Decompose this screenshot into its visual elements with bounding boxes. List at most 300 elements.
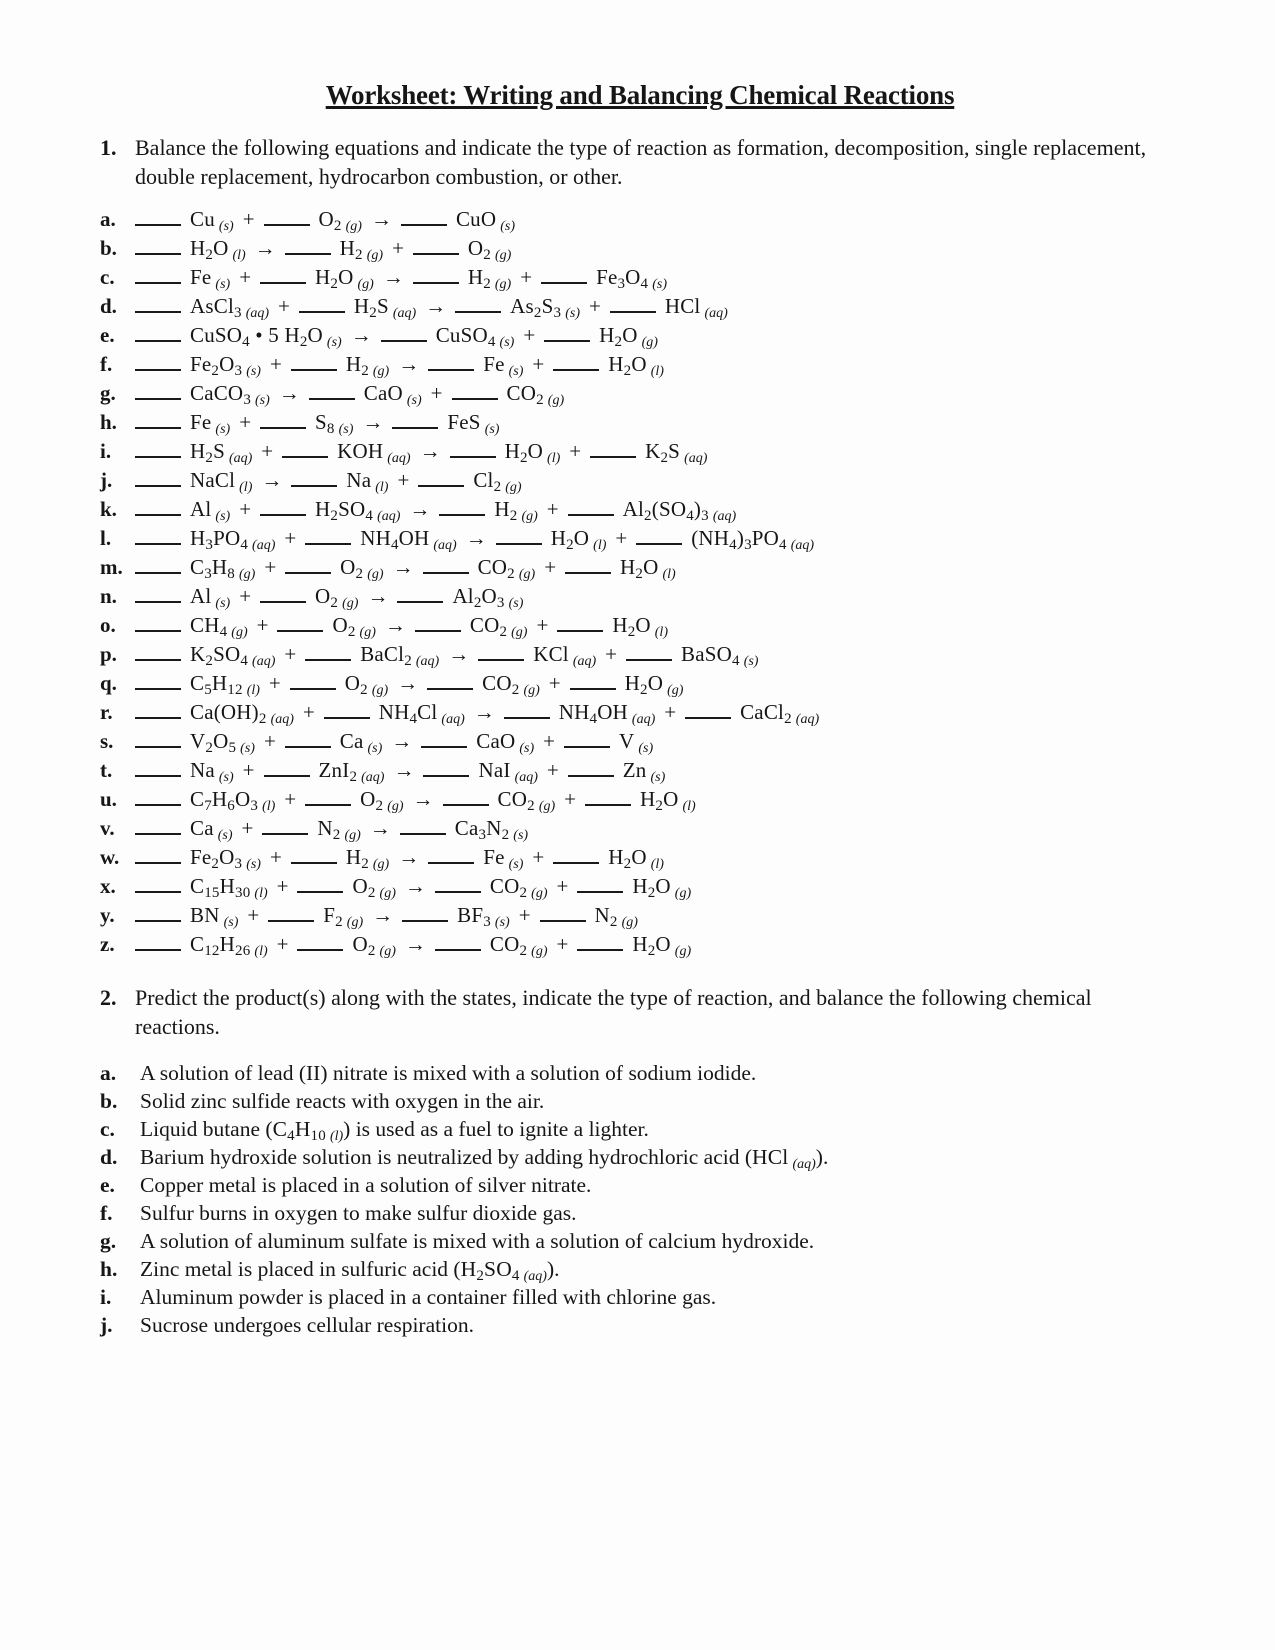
plus-operator: +	[284, 642, 297, 667]
equation-item-y	[100, 901, 1180, 930]
coefficient-blank	[135, 627, 181, 632]
state-label: (g)	[547, 393, 565, 409]
coefficient-blank	[568, 511, 614, 516]
item-label: i.	[100, 439, 112, 464]
coefficient-blank	[478, 656, 524, 661]
state-label: (aq)	[792, 1157, 816, 1173]
item-text: Barium hydroxide solution is neutralized by adding hydrochloric acid (	[140, 1145, 753, 1170]
state-label: (g)	[346, 915, 364, 931]
coefficient-blank	[135, 337, 181, 342]
chemical-formula: Fe	[483, 352, 505, 377]
equation-item-i	[100, 437, 1180, 466]
equation-item-q	[100, 669, 1180, 698]
section1-prompt-text: Balance the following equations and indicate the type of reaction as formation, decomposition, single replacement, double replacement, hydrocarbon combustion, or other.	[135, 135, 1147, 190]
item-label: a.	[100, 207, 116, 232]
reaction-arrow: →	[409, 497, 431, 522]
coefficient-blank	[577, 946, 623, 951]
chemical-formula: $H_2O$	[608, 845, 647, 873]
chemical-formula: $H_2O$	[624, 671, 664, 699]
coefficient-blank	[324, 714, 370, 719]
chemical-formula: $O_2$	[332, 613, 356, 641]
coefficient-blank	[443, 801, 489, 806]
plus-operator: +	[605, 642, 617, 667]
coefficient-blank	[381, 337, 427, 342]
plus-operator: +	[544, 555, 557, 580]
coefficient-blank	[299, 308, 345, 313]
coefficient-blank	[260, 424, 306, 429]
chemical-formula: Na	[190, 758, 215, 783]
coefficient-blank	[135, 279, 181, 284]
coefficient-blank	[544, 337, 590, 342]
equation-item-n	[100, 582, 1180, 611]
state-label: (g)	[667, 683, 684, 699]
chemical-formula: KOH	[337, 439, 384, 464]
state-label: (s)	[223, 915, 239, 931]
state-label: (s)	[484, 422, 500, 438]
state-label: (aq)	[377, 509, 401, 525]
chemical-formula: Fe	[483, 845, 505, 870]
item-label: k.	[100, 497, 117, 522]
state-label: (s)	[246, 857, 261, 873]
reaction-arrow: →	[362, 410, 384, 435]
plus-operator: +	[430, 381, 443, 406]
coefficient-blank	[577, 888, 623, 893]
item-label: z.	[100, 932, 115, 957]
state-label: (s)	[565, 306, 580, 322]
plus-operator: +	[269, 845, 282, 870]
coefficient-blank	[260, 598, 306, 603]
item-label: f.	[100, 352, 113, 377]
equation-item-s	[100, 727, 1180, 756]
plus-operator: +	[569, 439, 582, 464]
item-label: j.	[100, 1313, 113, 1338]
section1-prompt	[100, 133, 1180, 191]
chemical-formula: $NH_4OH$	[360, 526, 430, 554]
state-label: (aq)	[392, 306, 417, 322]
chemical-formula: Fe	[190, 265, 212, 290]
plus-operator: +	[548, 671, 561, 696]
reaction-arrow: →	[398, 352, 420, 377]
chemical-formula: $O_2$	[352, 932, 376, 960]
chemical-formula: $K_2SO_4$	[190, 642, 249, 670]
coefficient-blank	[291, 859, 337, 864]
coefficient-blank	[564, 743, 610, 748]
state-label: (s)	[240, 741, 255, 757]
state-label: (aq)	[712, 509, 737, 525]
chemical-formula: BN	[190, 903, 220, 928]
chemical-formula: Cu	[190, 207, 215, 232]
plus-operator: +	[284, 526, 297, 551]
coefficient-blank	[413, 250, 459, 255]
coefficient-blank	[685, 714, 731, 719]
plus-operator: +	[247, 903, 260, 928]
coefficient-blank	[135, 801, 181, 806]
equation-item-u	[100, 785, 1180, 814]
chemical-formula: $Al_2O_3$	[452, 584, 505, 612]
coefficient-blank	[135, 714, 181, 719]
plus-operator: +	[284, 787, 297, 812]
item-label: u.	[100, 787, 117, 812]
chemical-formula: $CO_2$	[482, 671, 520, 699]
reaction-arrow: →	[392, 555, 414, 580]
predict-item-c	[100, 1115, 1180, 1143]
state-label: (l)	[254, 886, 268, 902]
equation-item-h	[100, 408, 1180, 437]
item-text: Zinc metal is placed in sulfuric acid (	[140, 1257, 461, 1282]
state-label: (aq)	[252, 654, 276, 670]
plus-operator: +	[546, 497, 559, 522]
coefficient-blank	[415, 627, 461, 632]
plus-operator: +	[546, 758, 559, 783]
section2-number: 2.	[100, 985, 117, 1011]
coefficient-blank	[610, 308, 656, 313]
chemical-formula: $NH_4OH$	[558, 700, 628, 728]
coefficient-blank	[262, 830, 308, 835]
chemical-formula: $O_2$	[344, 671, 368, 699]
item-text: ).	[815, 1145, 829, 1170]
coefficient-blank	[285, 569, 331, 574]
state-label: (s)	[255, 393, 270, 409]
reaction-arrow: →	[412, 787, 434, 812]
chemical-formula: Al	[190, 584, 212, 609]
chemical-formula: $Cl_2$	[473, 468, 502, 496]
coefficient-blank	[626, 656, 672, 661]
plus-operator: +	[532, 352, 545, 377]
coefficient-blank	[568, 772, 614, 777]
page-title: Worksheet: Writing and Balancing Chemical Reactions	[325, 80, 955, 110]
item-text: A solution of lead (II) nitrate is mixed with a solution of sodium iodide.	[140, 1061, 757, 1086]
plus-operator: +	[242, 758, 255, 783]
chemical-formula: NaCl	[190, 468, 236, 493]
item-text: Sucrose undergoes cellular respiration.	[140, 1313, 474, 1338]
chemical-formula: $Fe_2O_3$	[190, 352, 243, 380]
chemical-formula: $H_2O$	[550, 526, 590, 554]
chemical-formula: $C_{12}H_{26}$	[190, 932, 251, 960]
coefficient-blank	[401, 221, 447, 226]
chemical-formula: CaCl$_2$	[740, 700, 792, 728]
chemical-formula: BaCl$_2$	[360, 642, 412, 670]
item-label: j.	[100, 468, 113, 493]
chemical-formula: ZnI$_2$	[318, 758, 358, 786]
chemical-formula: $C_5H_{12}$	[190, 671, 243, 699]
chemical-formula: Na	[346, 468, 372, 493]
chemical-formula: $Al_2(SO_4)_3$	[622, 497, 709, 525]
plus-operator: +	[276, 874, 289, 899]
coefficient-blank	[260, 279, 306, 284]
chemical-formula: $C_{15}H_{30}$	[190, 874, 251, 902]
coefficient-blank	[135, 888, 181, 893]
item-label: a.	[100, 1061, 117, 1086]
coefficient-blank	[135, 482, 181, 487]
state-label: (s)	[215, 596, 231, 612]
reaction-arrow: →	[261, 468, 283, 493]
coefficient-blank	[413, 279, 459, 284]
predict-item-e	[100, 1171, 1180, 1199]
coefficient-blank	[291, 482, 337, 487]
coefficient-blank	[496, 540, 542, 545]
chemical-formula: HCl	[752, 1145, 789, 1170]
state-label: (g)	[379, 944, 396, 960]
coefficient-blank	[636, 540, 682, 545]
chemical-formula: CuO	[455, 207, 497, 232]
item-label: x.	[100, 874, 116, 899]
item-label: t.	[100, 758, 113, 783]
state-label: (aq)	[684, 451, 708, 467]
state-label: (s)	[215, 509, 231, 525]
item-label: c.	[100, 1117, 115, 1142]
chemical-formula: $H_2$	[345, 352, 369, 380]
chemical-formula: $H_2O$	[620, 555, 659, 583]
plus-operator: +	[239, 265, 252, 290]
coefficient-blank	[504, 714, 550, 719]
plus-operator: +	[268, 671, 281, 696]
predict-item-d	[100, 1143, 1180, 1171]
coefficient-blank	[309, 395, 355, 400]
coefficient-blank	[565, 569, 611, 574]
chemical-formula: $N_2$	[317, 816, 341, 844]
state-label: (s)	[494, 915, 510, 931]
item-label: m.	[100, 555, 123, 580]
state-label: (aq)	[433, 538, 457, 554]
coefficient-blank	[590, 453, 636, 458]
state-label: (s)	[246, 364, 261, 380]
plus-operator: +	[556, 932, 569, 957]
equation-item-j	[100, 466, 1180, 495]
equation-item-k	[100, 495, 1180, 524]
coefficient-blank	[135, 946, 181, 951]
chemical-formula: $Ca(OH)_2$	[190, 700, 267, 728]
item-label: p.	[100, 642, 117, 667]
equation-item-b	[100, 234, 1180, 263]
state-label: (l)	[650, 364, 664, 380]
chemical-formula: $H_2O$	[504, 439, 544, 467]
chemical-formula: KCl	[533, 642, 569, 667]
state-label: (g)	[371, 683, 389, 699]
chemical-formula: $H_2O$	[632, 932, 671, 960]
item-label: y.	[100, 903, 115, 928]
state-label: (aq)	[361, 770, 385, 786]
reaction-arrow: →	[473, 700, 495, 725]
chemical-formula: FeS	[447, 410, 481, 435]
section2-prompt-text: Predict the product(s) along with the states, indicate the type of reaction, and balance the following chemical reactions.	[135, 985, 1092, 1040]
chemical-formula: $O_2$	[352, 874, 376, 902]
coefficient-blank	[135, 250, 181, 255]
coefficient-blank	[135, 598, 181, 603]
equation-item-a	[100, 205, 1180, 234]
plus-operator: +	[302, 700, 315, 725]
chemical-formula: CaCO$_3$	[190, 381, 252, 409]
equation-item-p	[100, 640, 1180, 669]
plus-operator: +	[264, 555, 277, 580]
state-label: (l)	[662, 567, 676, 583]
item-label: e.	[100, 1173, 115, 1198]
coefficient-blank	[135, 221, 181, 226]
item-label: g.	[100, 381, 116, 406]
chemical-formula: $H_2O$	[632, 874, 671, 902]
chemical-formula: Al	[190, 497, 212, 522]
state-label: (s)	[743, 654, 759, 670]
chemical-formula: $K_2S$	[645, 439, 681, 467]
plus-operator: +	[276, 932, 289, 957]
reaction-arrow: →	[278, 381, 300, 406]
chemical-formula: $H_2O$	[315, 265, 354, 293]
state-label: (l)	[262, 799, 276, 815]
coefficient-blank	[421, 743, 467, 748]
state-label: (aq)	[415, 654, 440, 670]
plus-operator: +	[543, 729, 556, 754]
item-label: h.	[100, 410, 117, 435]
chemical-formula: $(NH_4)_3PO_4$	[691, 526, 787, 554]
reaction-arrow: →	[448, 642, 470, 667]
plus-operator: +	[242, 207, 255, 232]
plus-operator: +	[556, 874, 569, 899]
coefficient-blank	[423, 772, 469, 777]
item-label: s.	[100, 729, 114, 754]
state-label: (s)	[650, 770, 666, 786]
chemical-formula: $NH_4Cl$	[378, 700, 438, 728]
coefficient-blank	[423, 569, 469, 574]
reaction-arrow: →	[425, 294, 447, 319]
plus-operator: +	[523, 323, 536, 348]
coefficient-blank	[135, 453, 181, 458]
plus-operator: +	[664, 700, 677, 725]
chemical-formula: $CO_2$	[506, 381, 544, 409]
state-label: (s)	[215, 422, 231, 438]
section2-prompt	[100, 983, 1180, 1041]
item-label: n.	[100, 584, 117, 609]
coefficient-blank	[135, 917, 181, 922]
chemical-formula: Fe	[190, 410, 212, 435]
chemical-formula: CaO	[476, 729, 516, 754]
chemical-formula: $CO_2$	[489, 932, 528, 960]
state-label: (l)	[246, 683, 260, 699]
state-label: (g)	[531, 886, 548, 902]
predict-item-g	[100, 1227, 1180, 1255]
equation-item-o	[100, 611, 1180, 640]
chemical-formula: Ca	[190, 816, 214, 841]
chemical-formula: $CO_2$	[469, 613, 508, 641]
plus-operator: +	[239, 410, 252, 435]
state-label: (s)	[519, 741, 535, 757]
state-label: (aq)	[704, 306, 728, 322]
state-label: (g)	[372, 857, 390, 873]
state-label: (s)	[215, 277, 231, 293]
state-label: (g)	[538, 799, 556, 815]
state-label: (s)	[500, 219, 516, 235]
plus-operator: +	[269, 352, 282, 377]
plus-operator: +	[261, 439, 274, 464]
chemical-formula: $H_2O$	[612, 613, 651, 641]
state-label: (l)	[239, 480, 253, 496]
chemical-formula: $H_2O$	[190, 236, 229, 264]
chemical-formula: $H_2O$	[640, 787, 679, 815]
chemical-formula: $H_2$	[345, 845, 369, 873]
item-text: ).	[546, 1257, 560, 1282]
state-label: (g)	[495, 248, 512, 264]
coefficient-blank	[290, 685, 336, 690]
state-label: (s)	[652, 277, 668, 293]
chemical-formula: NaI	[478, 758, 511, 783]
chemical-formula: $S_8$	[315, 410, 335, 438]
chemical-formula: HCl	[664, 294, 701, 319]
state-label: (g)	[505, 480, 522, 496]
equation-item-f	[100, 350, 1180, 379]
state-label: (g)	[518, 567, 536, 583]
coefficient-blank	[305, 801, 351, 806]
chemical-formula: $O_2$	[467, 236, 491, 264]
predict-item-i	[100, 1283, 1180, 1311]
coefficient-blank	[135, 569, 181, 574]
chemical-formula: $H_2$	[494, 497, 518, 525]
state-label: (l)	[682, 799, 696, 815]
equation-item-g	[100, 379, 1180, 408]
chemical-formula: $C_7H_6O_3$	[190, 787, 259, 815]
chemical-formula: V	[619, 729, 635, 754]
state-label: (l)	[232, 248, 246, 264]
state-label: (aq)	[270, 712, 294, 728]
chemical-formula: $H_2O$	[599, 323, 638, 351]
state-label: (g)	[531, 944, 548, 960]
equation-item-e	[100, 321, 1180, 350]
reaction-arrow: →	[350, 323, 372, 348]
state-label: (l)	[650, 857, 664, 873]
chemical-formula: $C_4H_{10}$	[272, 1117, 326, 1145]
state-label: (l)	[547, 451, 561, 467]
state-label: (aq)	[228, 451, 253, 467]
coefficient-blank	[264, 221, 310, 226]
coefficient-blank	[135, 308, 181, 313]
plus-operator: +	[239, 497, 252, 522]
chemical-formula: $H_2SO_4$	[315, 497, 374, 525]
chemical-formula: $CH_4$	[190, 613, 228, 641]
reaction-arrow: →	[372, 903, 394, 928]
chemical-formula: $H_2$	[467, 265, 491, 293]
equation-item-l	[100, 524, 1180, 553]
coefficient-blank	[397, 598, 443, 603]
coefficient-blank	[135, 511, 181, 516]
chemical-formula: Zn	[622, 758, 647, 783]
equation-item-v	[100, 814, 1180, 843]
reaction-arrow: →	[382, 265, 404, 290]
coefficient-blank	[285, 250, 331, 255]
coefficient-blank	[291, 366, 337, 371]
plus-operator: +	[564, 787, 576, 812]
coefficient-blank	[450, 453, 496, 458]
item-text: Sulfur burns in oxygen to make sulfur dioxide gas.	[140, 1201, 577, 1226]
state-label: (l)	[593, 538, 607, 554]
state-label: (aq)	[441, 712, 465, 728]
state-label: (g)	[674, 886, 692, 902]
equation-item-z	[100, 930, 1180, 959]
chemical-formula: CuSO$_4$	[435, 323, 496, 351]
plus-operator: +	[397, 468, 410, 493]
coefficient-blank	[305, 656, 351, 661]
coefficient-blank	[277, 627, 323, 632]
predict-item-j	[100, 1311, 1180, 1339]
item-text: Copper metal is placed in a solution of silver nitrate.	[140, 1173, 592, 1198]
equation-item-m	[100, 553, 1180, 582]
chemical-formula: $Fe_2O_3$	[190, 845, 243, 873]
item-label: r.	[100, 700, 113, 725]
state-label: (g)	[621, 915, 638, 931]
equation-item-t	[100, 756, 1180, 785]
item-label: f.	[100, 1201, 113, 1226]
coefficient-blank	[135, 685, 181, 690]
coefficient-blank	[455, 308, 501, 313]
state-label: (g)	[231, 625, 248, 641]
state-label: (g)	[357, 277, 374, 293]
coefficient-blank	[557, 627, 603, 632]
